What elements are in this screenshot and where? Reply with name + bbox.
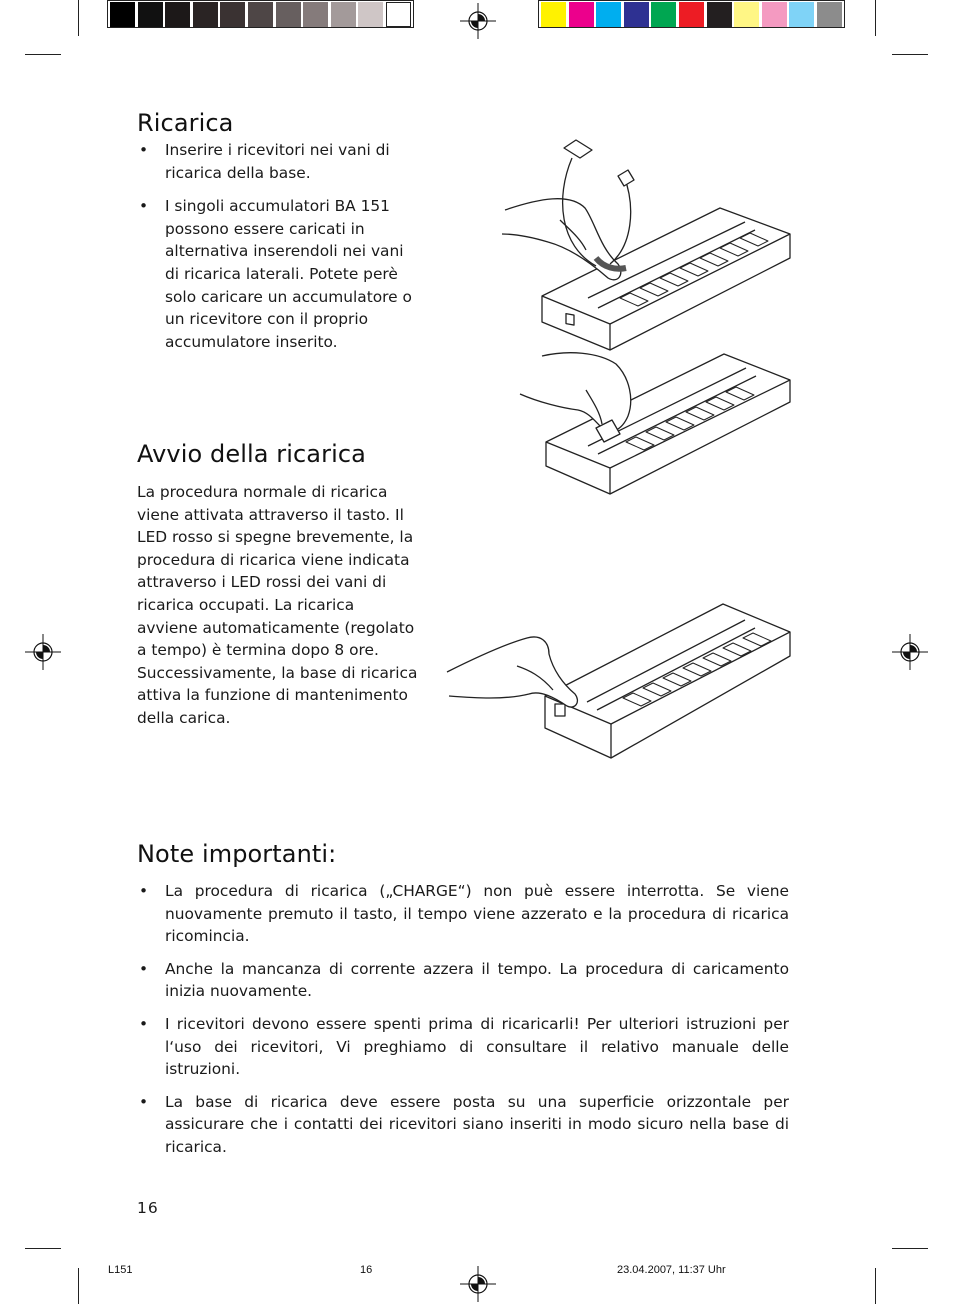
list-item: • Anche la mancanza di corrente azzera il tempo. La procedura di caricamento inizia nuovamente. [137, 958, 789, 1003]
illustration-battery-insertion [518, 350, 795, 500]
color-swatch [789, 2, 814, 27]
color-swatch [762, 2, 787, 27]
avvio-paragraph: La procedura normale di ricarica viene attivata attraverso il tasto. Il LED rosso si spegne brevemente, la procedura di ricarica viene indicata attraverso i LED rossi dei vani di ricarica occupati. La ricarica avviene automaticamente (regolato a tempo) è termina dopo 8 ore. Successivamente, la base di ricarica attiva la funzione di mantenimento della carica. [137, 483, 418, 727]
section-title-ricarica: Ricarica [137, 109, 234, 137]
grey-swatch [110, 2, 135, 27]
list-item: • Inserire i ricevitori nei vani di ricarica della base. [137, 139, 422, 184]
color-swatch [596, 2, 621, 27]
page-number: 16 [137, 1199, 159, 1217]
color-swatch [707, 2, 732, 27]
process-color-bar [538, 0, 845, 28]
list-item: • I singoli accumulatori BA 151 possono essere caricati in alternativa inserendoli nei vani di ricarica laterali. Potete perè solo caricare un accumulatore o un ricevitore con il proprio accumulatore inserito. [137, 195, 422, 353]
color-swatch [679, 2, 704, 27]
ricarica-bullet-list [137, 139, 422, 353]
illustration-headset-insertion [500, 138, 795, 356]
color-swatch [817, 2, 842, 27]
grey-swatch [220, 2, 245, 27]
grey-swatch [358, 2, 383, 27]
color-swatch [624, 2, 649, 27]
footer-left: L151 [108, 1264, 133, 1276]
color-swatch [734, 2, 759, 27]
illustration-charge-button [445, 598, 795, 766]
grey-swatch [386, 2, 411, 27]
color-swatch [569, 2, 594, 27]
grey-swatch [276, 2, 301, 27]
registration-mark-top-icon [460, 3, 496, 39]
registration-mark-bottom-icon [460, 1266, 496, 1302]
registration-mark-right-icon [892, 634, 928, 670]
grey-swatch [193, 2, 218, 27]
section-title-avvio: Avvio della ricarica [137, 440, 366, 468]
registration-mark-left-icon [25, 634, 61, 670]
grey-swatch [303, 2, 328, 27]
footer-right: 23.04.2007, 11:37 Uhr [617, 1264, 726, 1276]
grey-swatch [248, 2, 273, 27]
list-item: • I ricevitori devono essere spenti prima di ricaricarli! Per ulteriori istruzioni per l‘uso dei ricevitori, Vi preghiamo di consultare il relativo manuale delle istruzioni. [137, 1013, 789, 1081]
section-title-note: Note importanti: [137, 840, 337, 868]
grey-swatch [331, 2, 356, 27]
color-swatch [541, 2, 566, 27]
grey-swatch [165, 2, 190, 27]
color-swatch [651, 2, 676, 27]
footer-center: 16 [360, 1264, 373, 1276]
note-bullet-list [137, 880, 789, 1159]
grey-color-bar [107, 0, 414, 28]
grey-swatch [138, 2, 163, 27]
list-item: • La procedura di ricarica („CHARGE“) non puè essere interrotta. Se viene nuovamente premuto il tasto, il tempo viene azzerato e la procedura di ricarica ricomincia. [137, 880, 789, 948]
list-item: • La base di ricarica deve essere posta su una superficie orizzontale per assicurare che i contatti dei ricevitori siano inseriti in modo sicuro nella base di ricarica. [137, 1091, 789, 1159]
